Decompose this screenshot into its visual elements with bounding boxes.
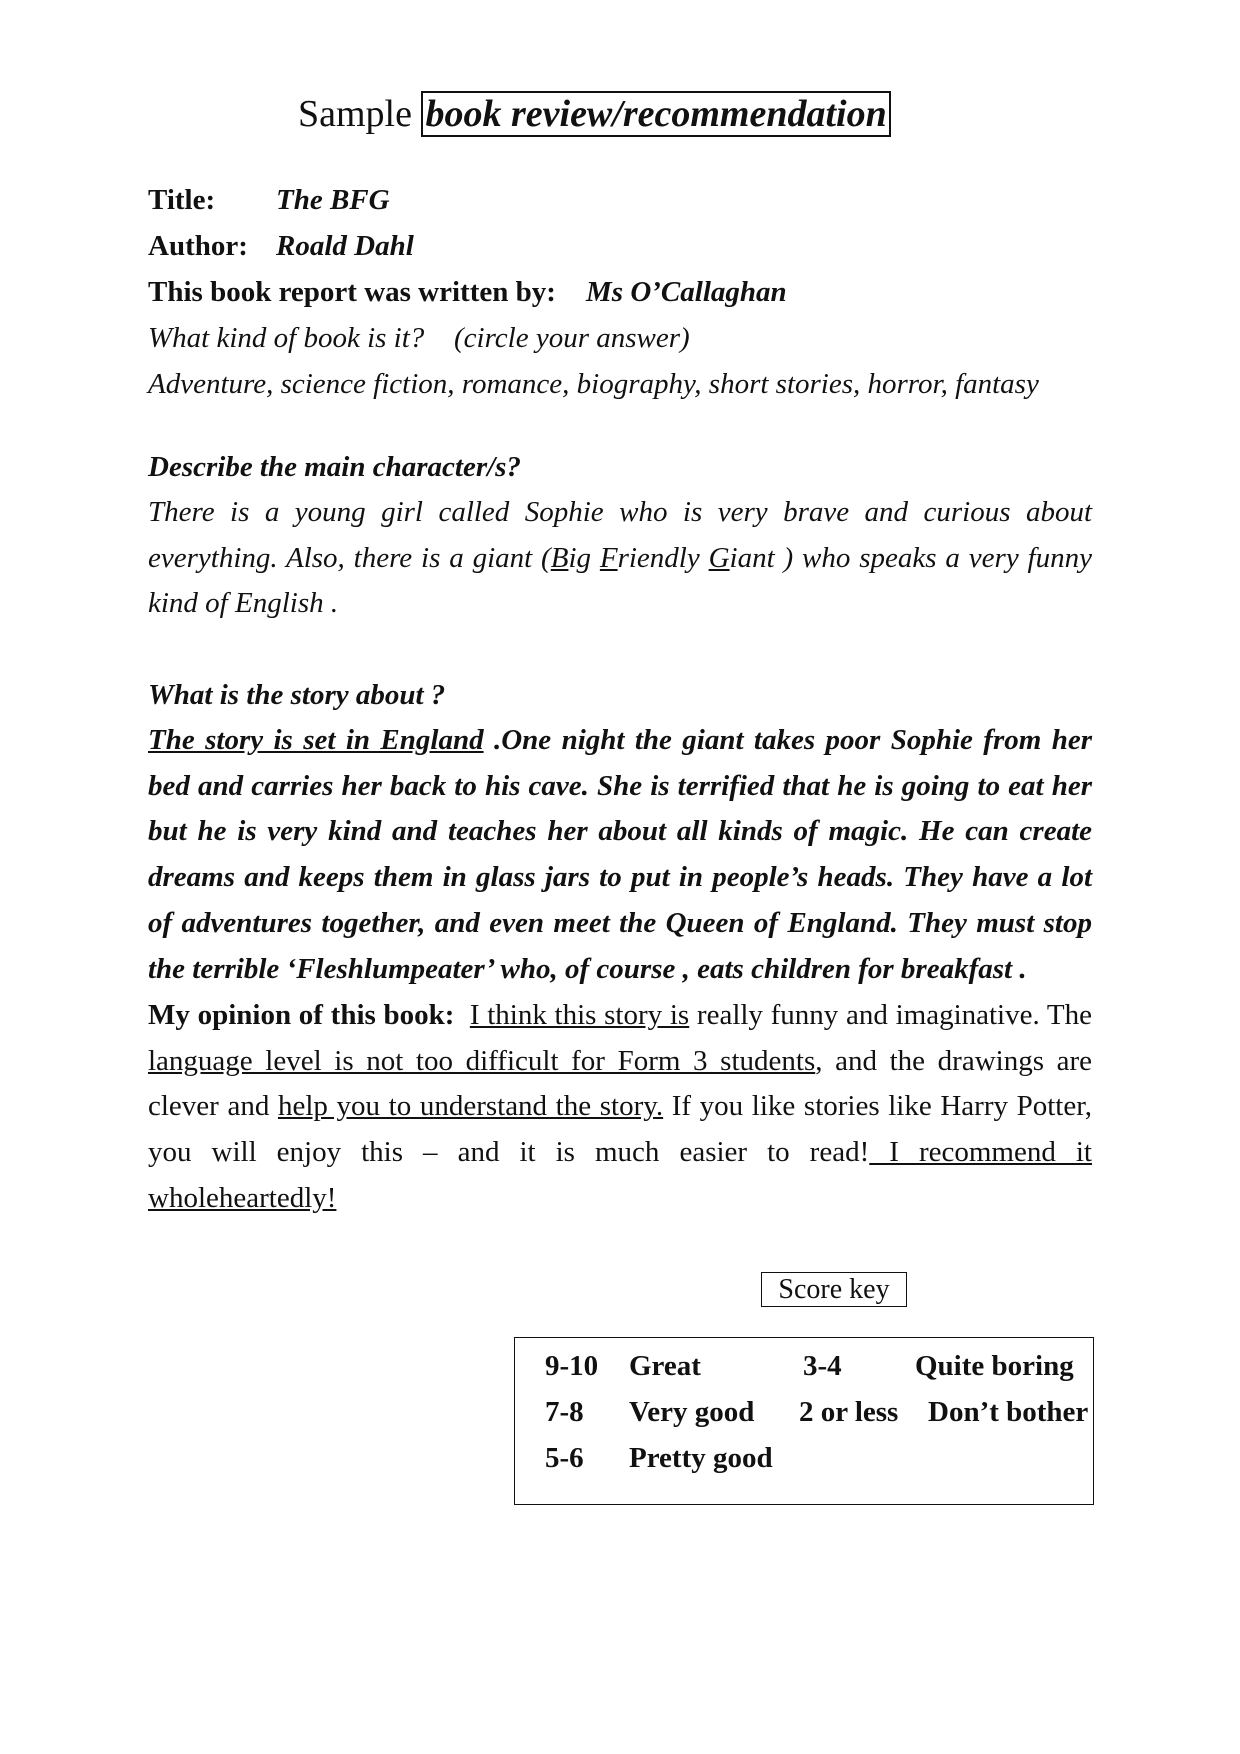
score-key-table <box>514 1337 1094 1505</box>
written-by-label: This book report was written by: <box>148 276 556 308</box>
kind-question: What kind of book is it? <box>148 322 425 354</box>
title-value: The BFG <box>276 184 390 216</box>
title-prefix: Sample <box>298 93 412 135</box>
characters-question: Describe the main character/s? <box>148 451 521 483</box>
story-intro: The story is set in England <box>148 724 484 756</box>
score-range: 5-6 <box>545 1442 584 1474</box>
score-key-label: Score key <box>761 1272 907 1307</box>
opinion-t3: If you like stories like Harry Potter, you will enjoy this – and it is much easier to read! <box>148 1090 1092 1169</box>
written-by-row <box>148 274 787 310</box>
score-meaning: Great <box>629 1350 701 1382</box>
opinion-u4: I recommend it wholeheartedly! <box>148 1136 1092 1214</box>
giant-b: B <box>550 541 569 574</box>
score-meaning: Don’t bother <box>928 1396 1089 1428</box>
opinion-u2: language level is not too difficult for Form 3 students <box>148 1044 816 1077</box>
score-range: 2 or less <box>799 1396 899 1428</box>
story-text <box>148 718 1092 992</box>
giant-f: F <box>599 541 618 574</box>
score-range: 3-4 <box>803 1350 842 1382</box>
giant-g: G <box>708 541 730 574</box>
score-meaning: Pretty good <box>629 1442 773 1474</box>
story-question: What is the story about ? <box>148 679 446 711</box>
title-label: Title: <box>148 184 216 216</box>
opinion-t1: really funny and imaginative. The <box>689 999 1093 1031</box>
page-title <box>298 90 891 138</box>
author-value: Roald Dahl <box>276 230 414 262</box>
characters-text-1: There is a young girl called Sophie who is very brave and curious about everything. Also, there is a giant ( <box>148 496 1092 574</box>
title-boxed: book review/recommendation <box>421 91 890 137</box>
written-by-value: Ms O’Callaghan <box>586 276 787 308</box>
opinion-u1: I think this story is <box>469 999 690 1031</box>
kind-instruction: (circle your answer) <box>454 322 690 354</box>
score-range: 7-8 <box>545 1396 584 1428</box>
giant-riendly: riendly <box>617 541 709 574</box>
score-meaning: Very good <box>629 1396 755 1428</box>
author-label: Author: <box>148 230 248 262</box>
score-range: 9-10 <box>545 1350 599 1382</box>
opinion-label: My opinion of this book: <box>148 999 455 1031</box>
characters-text-2: ) who speaks a very funny kind of English . <box>148 541 1092 620</box>
kind-options: Adventure, science fiction, romance, biography, short stories, horror, fantasy <box>148 368 1039 400</box>
story-body: .One night the giant takes poor Sophie from her bed and carries her back to his cave. She is terrified that he is going to eat her but he is very kind and teaches her about all kinds of magic. He can create dreams and keeps them in glass jars to put in people’s heads. They have a lot of adventures together, and even meet the Queen of England. They must stop the terrible ‘Fleshlumpeater’ who, of course , eats children for breakfast . <box>148 724 1092 985</box>
title-row <box>148 182 390 218</box>
author-row <box>148 228 414 264</box>
opinion-t2: , and the drawings are clever and <box>148 1044 1093 1123</box>
score-meaning: Quite boring <box>915 1350 1074 1382</box>
giant-ig: ig <box>568 541 600 574</box>
opinion-text <box>148 993 1092 1222</box>
characters-text <box>148 490 1092 627</box>
kind-question-row <box>148 320 690 356</box>
giant-iant: iant <box>729 541 775 574</box>
opinion-u3: help you to understand the story. <box>277 1090 664 1123</box>
